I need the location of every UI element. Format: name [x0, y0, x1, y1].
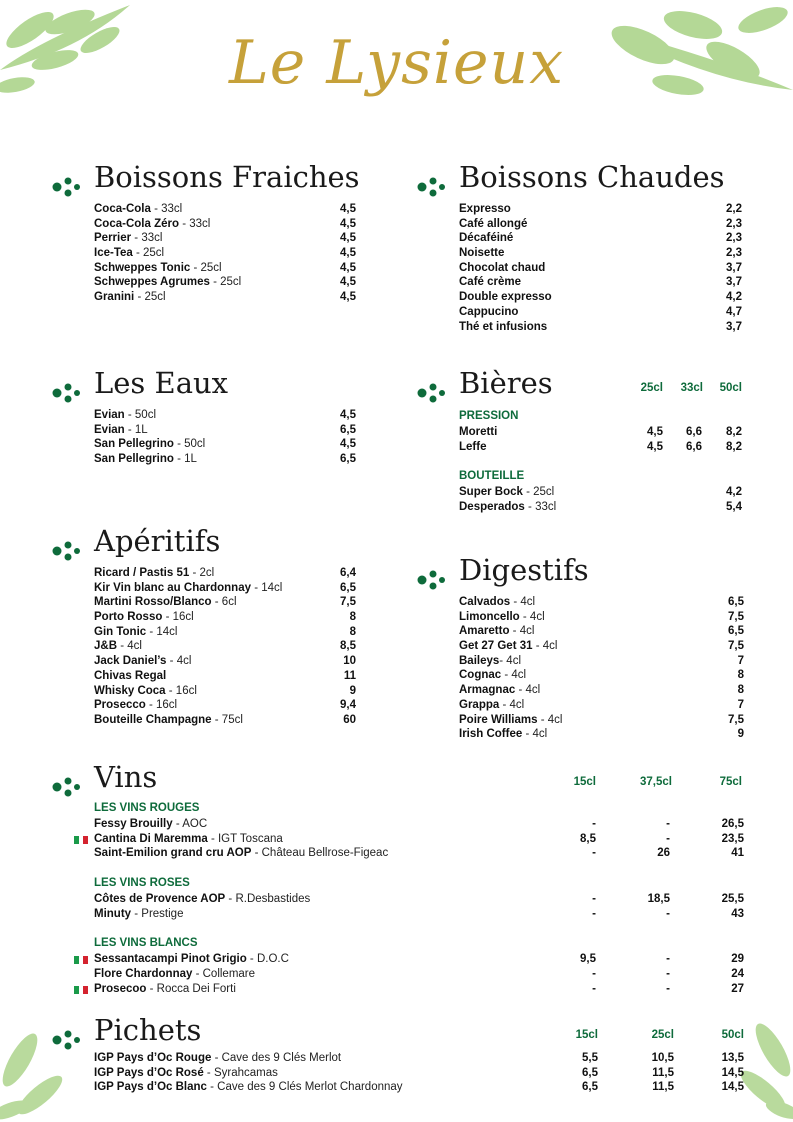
price: 4,5 [340, 291, 356, 304]
price: 4,5 [340, 203, 356, 215]
price: 4,5 [340, 409, 356, 421]
menu-item: Prosecoo - Rocca Dei Forti - - 27 [94, 982, 744, 997]
price: 3,7 [726, 276, 742, 289]
section-title: Vins [94, 760, 158, 794]
menu-item: Décaféiné 2,3 [459, 232, 742, 245]
menu-item: Get 27 Get 31 - 4cl 7,5 [459, 640, 744, 653]
section-boissons-chaudes [417, 160, 747, 333]
section-pichets [52, 1013, 752, 1094]
price: 11 [343, 669, 356, 682]
menu-item: Evian - 1L 6,5 [94, 423, 356, 436]
menu-item: IGP Pays d’Oc Blanc - Cave des 9 Clés Merlot Chardonnay 6,5 11,5 14,5 [94, 1081, 744, 1094]
menu-item: Whisky Coca - 16cl 9 [94, 684, 356, 697]
italian-flag-icon [74, 836, 88, 844]
price: 7,5 [728, 610, 744, 623]
menu-item: Limoncello - 4cl 7,5 [459, 610, 744, 623]
subheading: BOUTEILLE [459, 470, 525, 483]
price: 6,5 [728, 625, 744, 638]
price: 4,5 [340, 247, 356, 260]
menu-item: Poire Williams - 4cl 7,5 [459, 713, 744, 726]
menu-item: Kir Vin blanc au Chardonnay - 14cl 6,5 [94, 581, 356, 594]
menu-item: Granini - 25cl 4,5 [94, 291, 356, 304]
section-title: Boissons Fraiches [94, 160, 360, 194]
menu-item: Leffe 4,5 6,6 8,2 [459, 440, 742, 453]
menu-item: Côtes de Provence AOP - R.Desbastides - 18,5 25,5 [94, 893, 744, 906]
subheading: LES VINS ROSES [94, 877, 190, 890]
menu-item: Evian - 50cl 4,5 [94, 409, 356, 421]
column-header: 75cl [719, 776, 742, 788]
menu-item: Ice-Tea - 25cl 4,5 [94, 247, 356, 260]
price: 4,5 [340, 232, 356, 245]
menu-item: Ricard / Pastis 51 - 2cl 6,4 [94, 567, 356, 579]
menu-item: Moretti 4,5 6,6 8,2 [459, 426, 742, 438]
italian-flag-icon [74, 956, 88, 964]
menu-item: Schweppes Tonic - 25cl 4,5 [94, 261, 356, 274]
price: 7,5 [340, 596, 356, 609]
price: 7 [737, 698, 744, 711]
section-dots-icon [417, 380, 453, 404]
column-header: 25cl [651, 1029, 674, 1041]
price: 8 [737, 684, 744, 697]
subheading: PRESSION [459, 410, 519, 422]
price: 3,7 [726, 320, 742, 333]
menu-item: San Pellegrino - 1L 6,5 [94, 453, 356, 466]
price: 2,2 [726, 203, 742, 215]
section-dots-icon [52, 174, 88, 198]
menu-item: Cappucino 4,7 [459, 305, 742, 318]
menu-item: Flore Chardonnay - Collemare - - 24 [94, 968, 744, 981]
menu-item: Gin Tonic - 14cl 8 [94, 625, 356, 638]
section-dots-icon [52, 380, 88, 404]
menu-item: Saint-Emilion grand cru AOP - Château Bellrose-Figeac - 26 41 [94, 847, 744, 860]
column-header: 50cl [719, 382, 742, 394]
menu-item: J&B - 4cl 8,5 [94, 640, 356, 653]
price: 9 [737, 728, 744, 741]
menu-item: Café allongé 2,3 [459, 217, 742, 230]
section-dots-icon [52, 774, 88, 798]
section-bieres [417, 366, 747, 514]
menu-item: Porto Rosso - 16cl 8 [94, 611, 356, 624]
menu-item: Martini Rosso/Blanco - 6cl 7,5 [94, 596, 356, 609]
menu-item: Coca-Cola - 33cl 4,5 [94, 203, 356, 215]
italian-flag-icon [74, 986, 88, 994]
menu-item: Calvados - 4cl 6,5 [459, 596, 744, 608]
menu-item: Perrier - 33cl 4,5 [94, 232, 356, 245]
menu-item: Irish Coffee - 4cl 9 [459, 728, 744, 741]
price: 10 [343, 655, 356, 668]
menu-item: Thé et infusions 3,7 [459, 320, 742, 333]
menu-item: San Pellegrino - 50cl 4,5 [94, 438, 356, 451]
menu-item: Bouteille Champagne - 75cl 60 [94, 713, 356, 726]
section-title: Bières [459, 366, 553, 400]
menu-item: Prosecco - 16cl 9,4 [94, 699, 356, 712]
menu-item: Minuty - Prestige - - 43 [94, 907, 744, 920]
price: 3,7 [726, 261, 742, 274]
section-boissons-fraiches [52, 160, 362, 304]
menu-item: IGP Pays d’Oc Rosé - Syrahcamas 6,5 11,5 14,5 [94, 1066, 744, 1079]
price: 4,5 [340, 276, 356, 289]
menu-item: Chivas Regal 11 [94, 669, 356, 682]
section-digestifs [417, 553, 747, 741]
menu-item: Fessy Brouilly - AOC - - 26,5 [94, 818, 744, 830]
price: 4,5 [340, 438, 356, 451]
price: 4,7 [726, 305, 742, 318]
menu-item: Coca-Cola Zéro - 33cl 4,5 [94, 217, 356, 230]
subheading: LES VINS BLANCS [94, 937, 198, 950]
price: 4,5 [340, 261, 356, 274]
section-vins [52, 760, 752, 995]
section-dots-icon [52, 538, 88, 562]
price: 6,5 [340, 581, 356, 594]
price: 6,4 [340, 567, 356, 579]
section-dots-icon [52, 1027, 88, 1051]
price: 8 [349, 611, 356, 624]
menu-item: Amaretto - 4cl 6,5 [459, 625, 744, 638]
price: 9,4 [340, 699, 356, 712]
price: 2,3 [726, 232, 742, 245]
menu-item: Desperados - 33cl 5,4 [459, 501, 742, 514]
section-title: Les Eaux [94, 366, 229, 400]
price: 7,5 [728, 713, 744, 726]
price: 8 [349, 625, 356, 638]
menu-item: Armagnac - 4cl 8 [459, 684, 744, 697]
menu-item: Schweppes Agrumes - 25cl 4,5 [94, 276, 356, 289]
menu-item: IGP Pays d’Oc Rouge - Cave des 9 Clés Merlot 5,5 10,5 13,5 [94, 1052, 744, 1064]
section-title: Boissons Chaudes [459, 160, 725, 194]
section-les-eaux [52, 366, 362, 466]
section-dots-icon [417, 567, 453, 591]
section-dots-icon [417, 174, 453, 198]
column-header: 37,5cl [640, 776, 672, 788]
price: 8,5 [340, 640, 356, 653]
price: 6,5 [340, 423, 356, 436]
menu-item: Jack Daniel’s - 4cl 10 [94, 655, 356, 668]
price: 9 [349, 684, 356, 697]
price: 2,3 [726, 217, 742, 230]
price: 2,3 [726, 247, 742, 260]
price: 7,5 [728, 640, 744, 653]
column-header: 25cl [640, 382, 663, 394]
price: 6,5 [728, 596, 744, 608]
menu-item: Chocolat chaud 3,7 [459, 261, 742, 274]
menu-item: Grappa - 4cl 7 [459, 698, 744, 711]
section-title: Pichets [94, 1013, 202, 1047]
price: 8 [737, 669, 744, 682]
section-aperitifs [52, 524, 362, 726]
menu-item: Baileys- 4cl 7 [459, 654, 744, 667]
menu-item: Expresso 2,2 [459, 203, 742, 215]
menu-item: Double expresso 4,2 [459, 291, 742, 304]
column-header: 33cl [680, 382, 703, 394]
menu-item: Cantina Di Maremma - IGT Toscana 8,5 - 23,5 [94, 832, 744, 847]
menu-item: Sessantacampi Pinot Grigio - D.O.C 9,5 - 29 [94, 952, 744, 967]
price: 7 [737, 654, 744, 667]
subheading: LES VINS ROUGES [94, 802, 200, 814]
menu-item: Noisette 2,3 [459, 247, 742, 260]
column-header: 50cl [721, 1029, 744, 1041]
price: 4,5 [340, 217, 356, 230]
price: 6,5 [340, 453, 356, 466]
column-header: 15cl [575, 1029, 598, 1041]
column-header: 15cl [573, 776, 596, 788]
section-title: Apéritifs [94, 524, 221, 558]
menu-item: Super Bock - 25cl 4,2 [459, 486, 742, 499]
section-title: Digestifs [459, 553, 589, 587]
restaurant-title: Le Lysieux [228, 28, 565, 98]
price: 60 [343, 713, 356, 726]
menu-item: Café crème 3,7 [459, 276, 742, 289]
price: 4,2 [726, 291, 742, 304]
menu-item: Cognac - 4cl 8 [459, 669, 744, 682]
